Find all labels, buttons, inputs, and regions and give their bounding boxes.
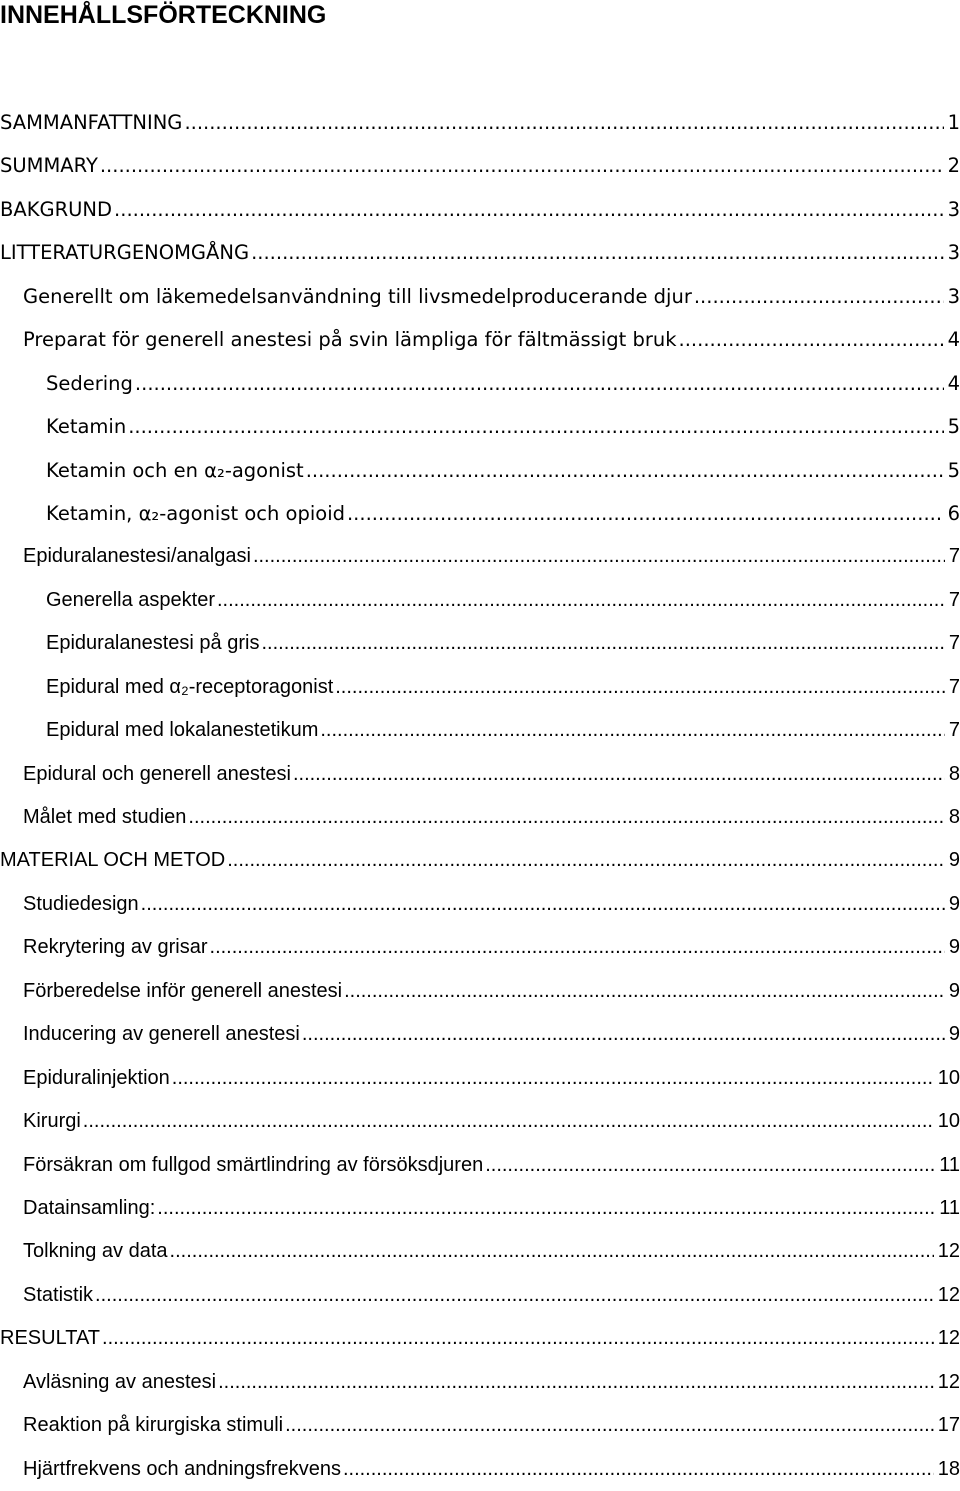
toc-entry-title: Epiduralanestesi på gris [46,632,260,655]
toc-entry[interactable] [0,622,960,665]
toc-entry-page-number: 3 [947,284,960,308]
toc-dot-leader [114,188,944,231]
toc-entry-page-number: 12 [937,1240,960,1263]
toc-entry-page-number: 10 [937,1066,960,1089]
toc-entry[interactable] [0,666,960,709]
toc-entry[interactable] [0,275,960,318]
toc-entry-title: Epidural med lokalanestetikum [46,719,319,742]
toc-dot-leader [141,883,945,926]
toc-entry-title: Avläsning av anestesi [23,1370,217,1393]
toc-entry-page-number: 7 [948,675,960,698]
toc-entry-title: Epidural och generell anestesi [23,762,291,785]
toc-entry-title: Generellt om läkemedelsanvändning till livsmedelproducerande djur [23,284,692,308]
toc-entry-page-number: 7 [948,545,960,568]
toc-entry-page-number: 9 [948,979,960,1002]
toc-entry-title: Ketamin och en α₂-agonist [46,458,304,482]
toc-dot-leader [172,1057,934,1100]
toc-entry-title: Förberedelse inför generell anestesi [23,979,343,1002]
toc-dot-leader [170,1230,934,1273]
toc-dot-leader [135,362,944,405]
toc-entry-title: Kirurgi [23,1110,81,1133]
toc-dot-leader [261,622,944,665]
toc-dot-leader [210,926,945,969]
toc-entry[interactable] [0,579,960,622]
toc-entry-page-number: 17 [937,1414,960,1437]
toc-entry[interactable] [0,318,960,361]
toc-dot-leader [102,1317,934,1360]
toc-entry-title: Rekrytering av grisar [23,936,208,959]
toc-entry-title: Målet med studien [23,806,187,828]
toc-entry-page-number: 4 [947,328,960,352]
toc-entry-title: Studiedesign [23,892,139,915]
toc-entry-page-number: 12 [937,1370,960,1393]
toc-entry[interactable] [0,1361,960,1404]
toc-entry-title: SUMMARY [0,154,98,178]
toc-dot-leader [306,449,944,492]
toc-entry-page-number: 11 [939,1196,960,1219]
toc-entry-page-number: 7 [948,719,960,742]
toc-dot-leader [128,405,943,448]
toc-entry-page-number: 9 [948,849,960,872]
toc-entry-title: MATERIAL OCH METOD [0,849,226,872]
toc-entry-page-number: 8 [948,762,960,785]
toc-entry[interactable] [0,1100,960,1143]
toc-entry-title: SAMMANFATTNING [0,111,183,134]
toc-entry[interactable] [0,362,960,405]
toc-entry[interactable] [0,1013,960,1056]
toc-dot-leader [335,666,945,709]
toc-dot-leader [217,579,945,622]
toc-dot-leader [320,709,945,752]
toc-dot-leader [188,796,944,839]
toc-entry[interactable] [0,970,960,1013]
toc-entry[interactable] [0,101,960,144]
toc-dot-leader [694,275,944,318]
toc-entry-page-number: 2 [947,154,960,178]
toc-entry-page-number: 3 [947,197,960,221]
toc-entry[interactable] [0,796,960,839]
toc-entry-page-number: 9 [948,1023,960,1046]
toc-dot-leader [485,1144,935,1187]
toc-entry[interactable] [0,839,960,882]
toc-dot-leader [293,753,945,796]
toc-dot-leader [157,1187,935,1230]
toc-entry[interactable] [0,753,960,796]
toc-entry-title: Ketamin, α₂-agonist och opioid [46,501,345,525]
toc-entry-page-number: 5 [947,415,960,439]
toc-entry[interactable] [0,883,960,926]
toc-entry-title: Sedering [46,371,133,395]
toc-dot-leader [285,1404,934,1447]
toc-entry-title: Datainsamling: [23,1196,156,1219]
toc-entry-page-number: 5 [947,458,960,482]
toc-dot-leader [344,970,945,1013]
table-of-contents [0,101,960,1491]
toc-dot-leader [184,101,943,144]
toc-entry-title: Generella aspekter [46,588,215,611]
toc-entry-title: RESULTAT [0,1327,101,1350]
toc-entry-title: Ketamin [46,415,127,439]
toc-entry-page-number: 7 [948,588,960,611]
toc-entry-page-number: 9 [948,936,960,959]
toc-dot-leader [343,1448,934,1491]
toc-entry-title: Försäkran om fullgod smärtlindring av försöksdjuren [23,1153,484,1176]
toc-entry[interactable] [0,1274,960,1317]
toc-dot-leader [100,144,944,187]
toc-dot-leader [227,839,945,882]
toc-entry-title: Inducering av generell anestesi [23,1023,300,1046]
toc-entry-page-number: 12 [937,1283,960,1306]
toc-entry-page-number: 11 [939,1153,960,1176]
toc-entry-title: Tolkning av data [23,1240,168,1263]
toc-entry[interactable] [0,1187,960,1230]
toc-entry-page-number: 6 [947,501,960,525]
toc-entry[interactable] [0,709,960,752]
toc-entry[interactable] [0,144,960,187]
toc-entry-title: Epiduralanestesi/analgasi [23,545,251,568]
toc-entry-title: Preparat för generell anestesi på svin lämpliga för fältmässigt bruk [23,328,677,352]
toc-entry-page-number: 7 [948,632,960,655]
toc-entry-page-number: 1 [947,111,960,134]
toc-entry-title: Reaktion på kirurgiska stimuli [23,1414,284,1437]
toc-entry-title: BAKGRUND [0,197,113,221]
toc-entry-title: Epiduralinjektion [23,1066,170,1089]
toc-entry[interactable] [0,1404,960,1447]
toc-entry-page-number: 9 [948,892,960,915]
toc-entry-title: Statistik [23,1283,94,1306]
toc-entry[interactable] [0,1448,960,1491]
toc-dot-leader [218,1361,934,1404]
toc-entry-title: LITTERATURGENOMGÅNG [0,241,250,265]
toc-entry[interactable] [0,405,960,448]
toc-heading: INNEHÅLLSFÖRTECKNING [0,1,327,29]
toc-entry-page-number: 4 [947,371,960,395]
toc-dot-leader [253,535,945,578]
toc-dot-leader [83,1100,934,1143]
toc-entry[interactable] [0,1230,960,1273]
toc-entry[interactable] [0,449,960,492]
toc-entry-title: Epidural med α₂-receptoragonist [46,675,334,698]
toc-entry-page-number: 8 [948,806,960,828]
toc-entry[interactable] [0,1057,960,1100]
toc-entry[interactable] [0,926,960,969]
toc-entry[interactable] [0,492,960,535]
toc-dot-leader [302,1013,945,1056]
toc-entry[interactable] [0,1317,960,1360]
toc-entry-title: Hjärtfrekvens och andningsfrekvens [23,1457,341,1480]
toc-entry[interactable] [0,231,960,274]
toc-dot-leader [95,1274,934,1317]
toc-entry-page-number: 10 [937,1110,960,1133]
toc-dot-leader [251,231,944,274]
toc-entry[interactable] [0,535,960,578]
toc-entry-page-number: 18 [937,1457,960,1480]
toc-dot-leader [679,318,944,361]
toc-dot-leader [347,492,944,535]
toc-entry-page-number: 12 [937,1327,960,1350]
toc-entry[interactable] [0,188,960,231]
toc-entry[interactable] [0,1144,960,1187]
toc-entry-page-number: 3 [947,241,960,265]
